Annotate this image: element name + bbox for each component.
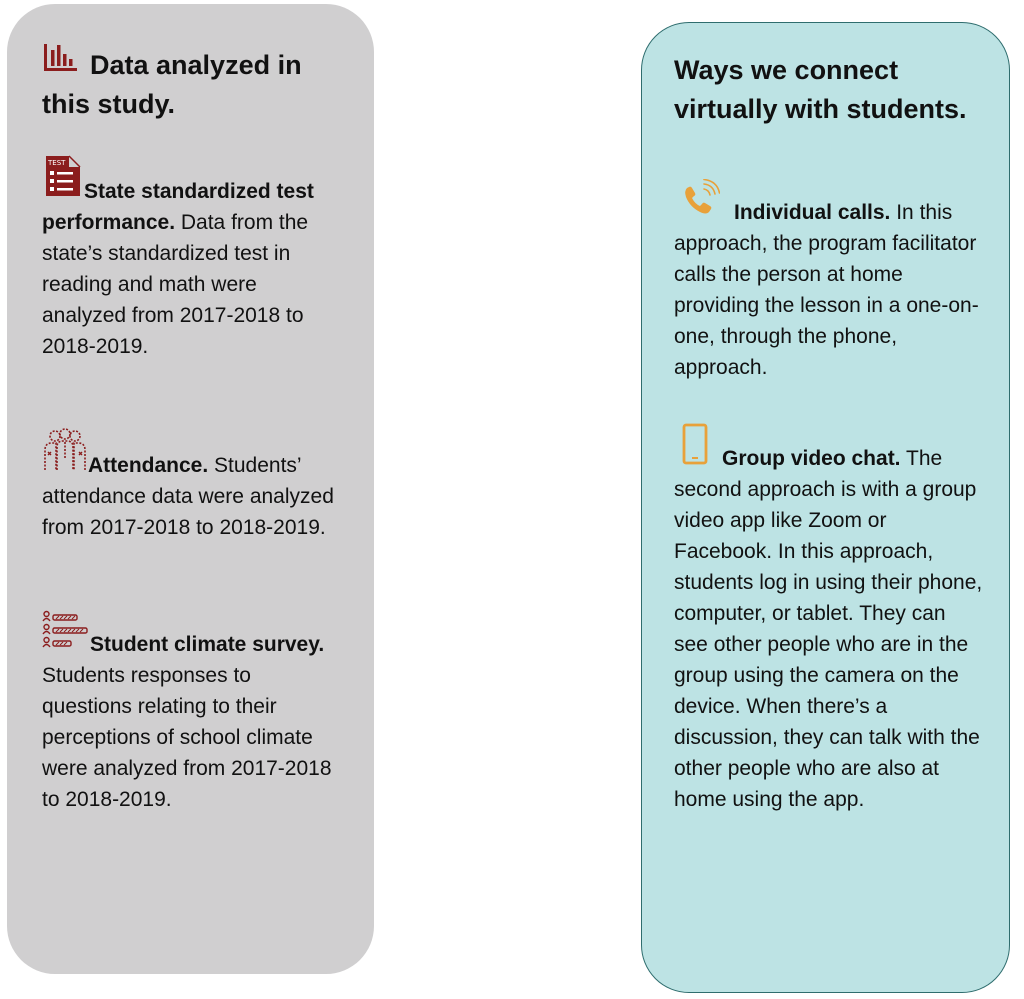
- section-test-performance: [42, 154, 344, 362]
- section-body: The second approach is with a group video app like Zoom or Facebook. In this approach, students log in using their phone, computer, or tablet. They can see other people who are in the group using the camera on the device. When there’s a discussion, they can talk with the other people who are also at home using the app.: [674, 447, 983, 811]
- svg-text:TEST: TEST: [48, 159, 66, 167]
- section-heading: Group video chat.: [722, 447, 901, 470]
- section-individual-calls: [674, 179, 985, 383]
- test-document-icon: [42, 154, 84, 207]
- section-body: Students’ attendance data were analyzed from 2017-2018 to 2018-2019.: [42, 454, 334, 539]
- section-heading: Attendance.: [88, 454, 209, 477]
- smartphone-icon: [682, 423, 708, 474]
- section-body: Data from the state’s standardized test in reading and math were analyzed from 2017-2018 to 2018-2019.: [42, 211, 309, 358]
- students-group-icon: [42, 428, 88, 481]
- virtual-connection-panel: [641, 22, 1010, 993]
- section-body: In this approach, the program facilitator calls the person at home providing the lesson in a one-on-one, through the phone, approach.: [674, 201, 979, 379]
- section-body: Students responses to questions relating to their perceptions of school climate were analyzed from 2017-2018 to 2018-2019.: [42, 664, 332, 811]
- section-heading: State standardized test performance.: [42, 180, 314, 234]
- section-heading: Individual calls.: [734, 201, 891, 224]
- panel-title-text: Data analyzed in this study.: [42, 50, 302, 119]
- section-attendance: [42, 428, 344, 543]
- section-heading: Student climate survey.: [90, 633, 325, 656]
- bar-chart-icon: [42, 42, 80, 85]
- panel-title-virtual-connection: Ways we connect virtually with students.: [674, 55, 967, 124]
- panel-title-data-analyzed: [42, 42, 344, 124]
- section-group-video-chat: [674, 423, 985, 815]
- section-climate-survey: [42, 609, 344, 815]
- survey-rating-icon: [42, 609, 90, 660]
- data-analyzed-panel: [7, 4, 374, 974]
- phone-call-icon: [680, 179, 720, 228]
